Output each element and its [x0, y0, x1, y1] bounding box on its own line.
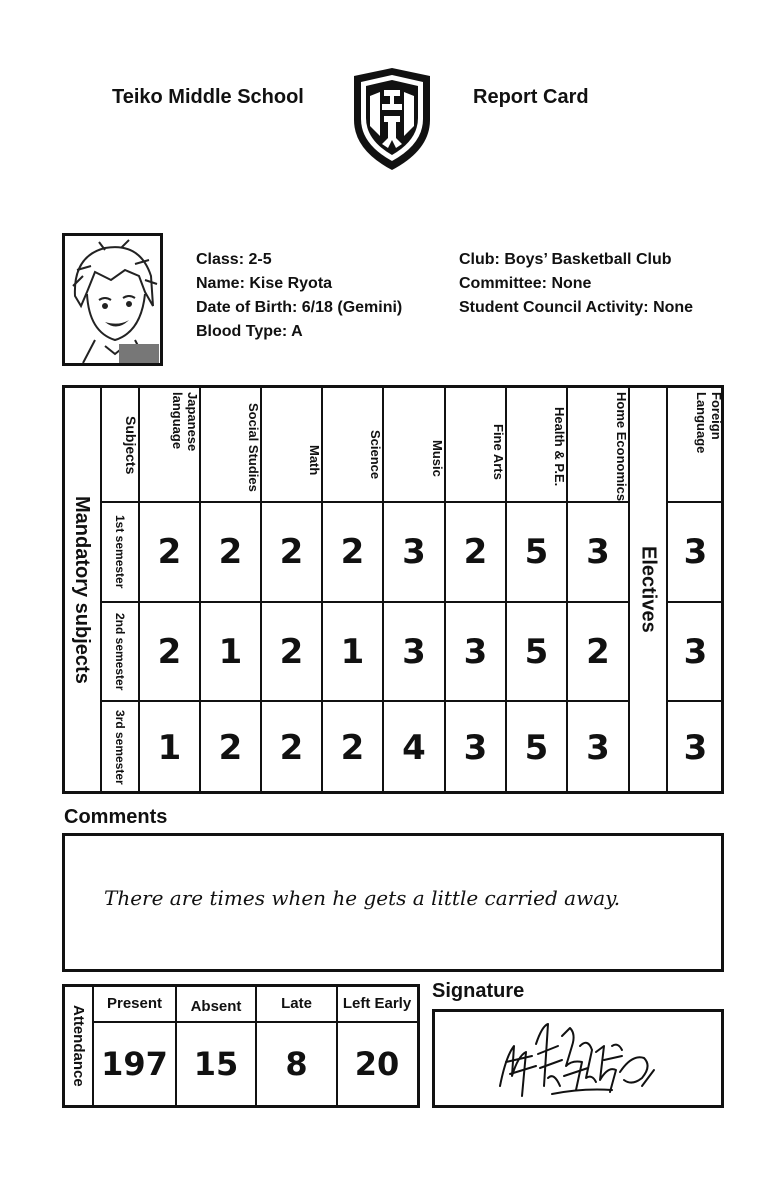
grade-cell: 5 [524, 631, 549, 672]
grade-cell: 3 [683, 727, 708, 768]
electives-label: Electives [637, 546, 660, 633]
grade-cell: 3 [586, 532, 610, 572]
subject-header-home-economics: Home Economics [614, 392, 629, 502]
student-avatar-icon [65, 236, 160, 363]
grade-cell: 3 [683, 532, 708, 572]
attendance-left-early-value: 20 [354, 1045, 400, 1083]
grade-cell: 3 [683, 631, 708, 672]
attendance-label: Attendance [70, 1005, 87, 1087]
mandatory-subjects-label: Mandatory subjects [71, 495, 93, 684]
committee-info: Committee: None [459, 275, 592, 292]
attendance-header: Present [106, 994, 163, 1012]
grade-cell: 2 [157, 631, 182, 672]
grade-cell: 2 [157, 532, 182, 572]
grade-cell: 3 [463, 631, 488, 672]
grade-cell: 2 [586, 631, 610, 672]
name-info: Name: Kise Ryota [196, 275, 333, 292]
subject-header-science: Science [368, 430, 383, 480]
attendance-present-value: 197 [101, 1045, 168, 1083]
grade-cell: 3 [402, 532, 426, 572]
grade-cell: 5 [524, 727, 549, 768]
grade-cell: 2 [279, 631, 304, 672]
grade-cell: 1 [340, 631, 365, 672]
club-info: Club: Boys’ Basketball Club [459, 251, 672, 268]
comment-text: There are times when he gets a little carried away. [104, 886, 621, 910]
grade-cell: 2 [279, 532, 304, 572]
grade-cell: 3 [463, 727, 488, 768]
semester-2-label: 2nd semester [113, 612, 127, 691]
dob-info: Date of Birth: 6/18 (Gemini) [196, 299, 403, 316]
semester-1-label: 1st semester [113, 515, 127, 589]
semester-3-label: 3rd semester [113, 710, 127, 785]
page-title: Report Card [473, 86, 589, 108]
grade-cell: 2 [340, 727, 365, 768]
subject-header-music: Music [430, 439, 445, 477]
attendance-absent-value: 15 [193, 1045, 239, 1083]
grade-cell: 2 [340, 532, 365, 572]
grade-cell: 2 [463, 532, 488, 572]
grade-cell: 2 [218, 727, 243, 768]
blood-type-info: Blood Type: A [196, 323, 303, 340]
attendance-header: Left Early [342, 994, 412, 1012]
student-portrait [62, 233, 163, 366]
subject-header-foreign-language: Foreign Language [694, 392, 724, 454]
class-info: Class: 2-5 [196, 251, 272, 268]
subject-header-fine-arts: Fine Arts [491, 424, 506, 480]
grade-cell: 3 [402, 631, 426, 672]
school-crest-icon [346, 66, 438, 172]
grade-cell: 2 [218, 532, 243, 572]
grade-cell: 5 [524, 532, 549, 572]
grade-cell: 4 [402, 727, 426, 768]
comments-label: Comments [64, 806, 168, 828]
grade-cell: 3 [586, 727, 610, 768]
attendance-header: Absent [190, 997, 242, 1015]
subject-header-japanese: Japanese language [170, 392, 200, 452]
grade-cell: 1 [157, 727, 182, 768]
attendance-header: Late [281, 994, 312, 1012]
school-name: Teiko Middle School [112, 86, 304, 108]
subject-header-social-studies: Social Studies [246, 402, 261, 492]
grade-cell: 2 [279, 727, 304, 768]
signature-label: Signature [432, 980, 525, 1002]
attendance-late-value: 8 [285, 1045, 308, 1083]
subject-header-math: Math [307, 444, 322, 476]
council-info: Student Council Activity: None [459, 299, 694, 316]
grade-cell: 1 [218, 631, 243, 672]
signature-icon [492, 1016, 662, 1102]
subjects-label: Subjects [123, 415, 139, 475]
subject-header-health-pe: Health & P.E. [552, 407, 567, 487]
